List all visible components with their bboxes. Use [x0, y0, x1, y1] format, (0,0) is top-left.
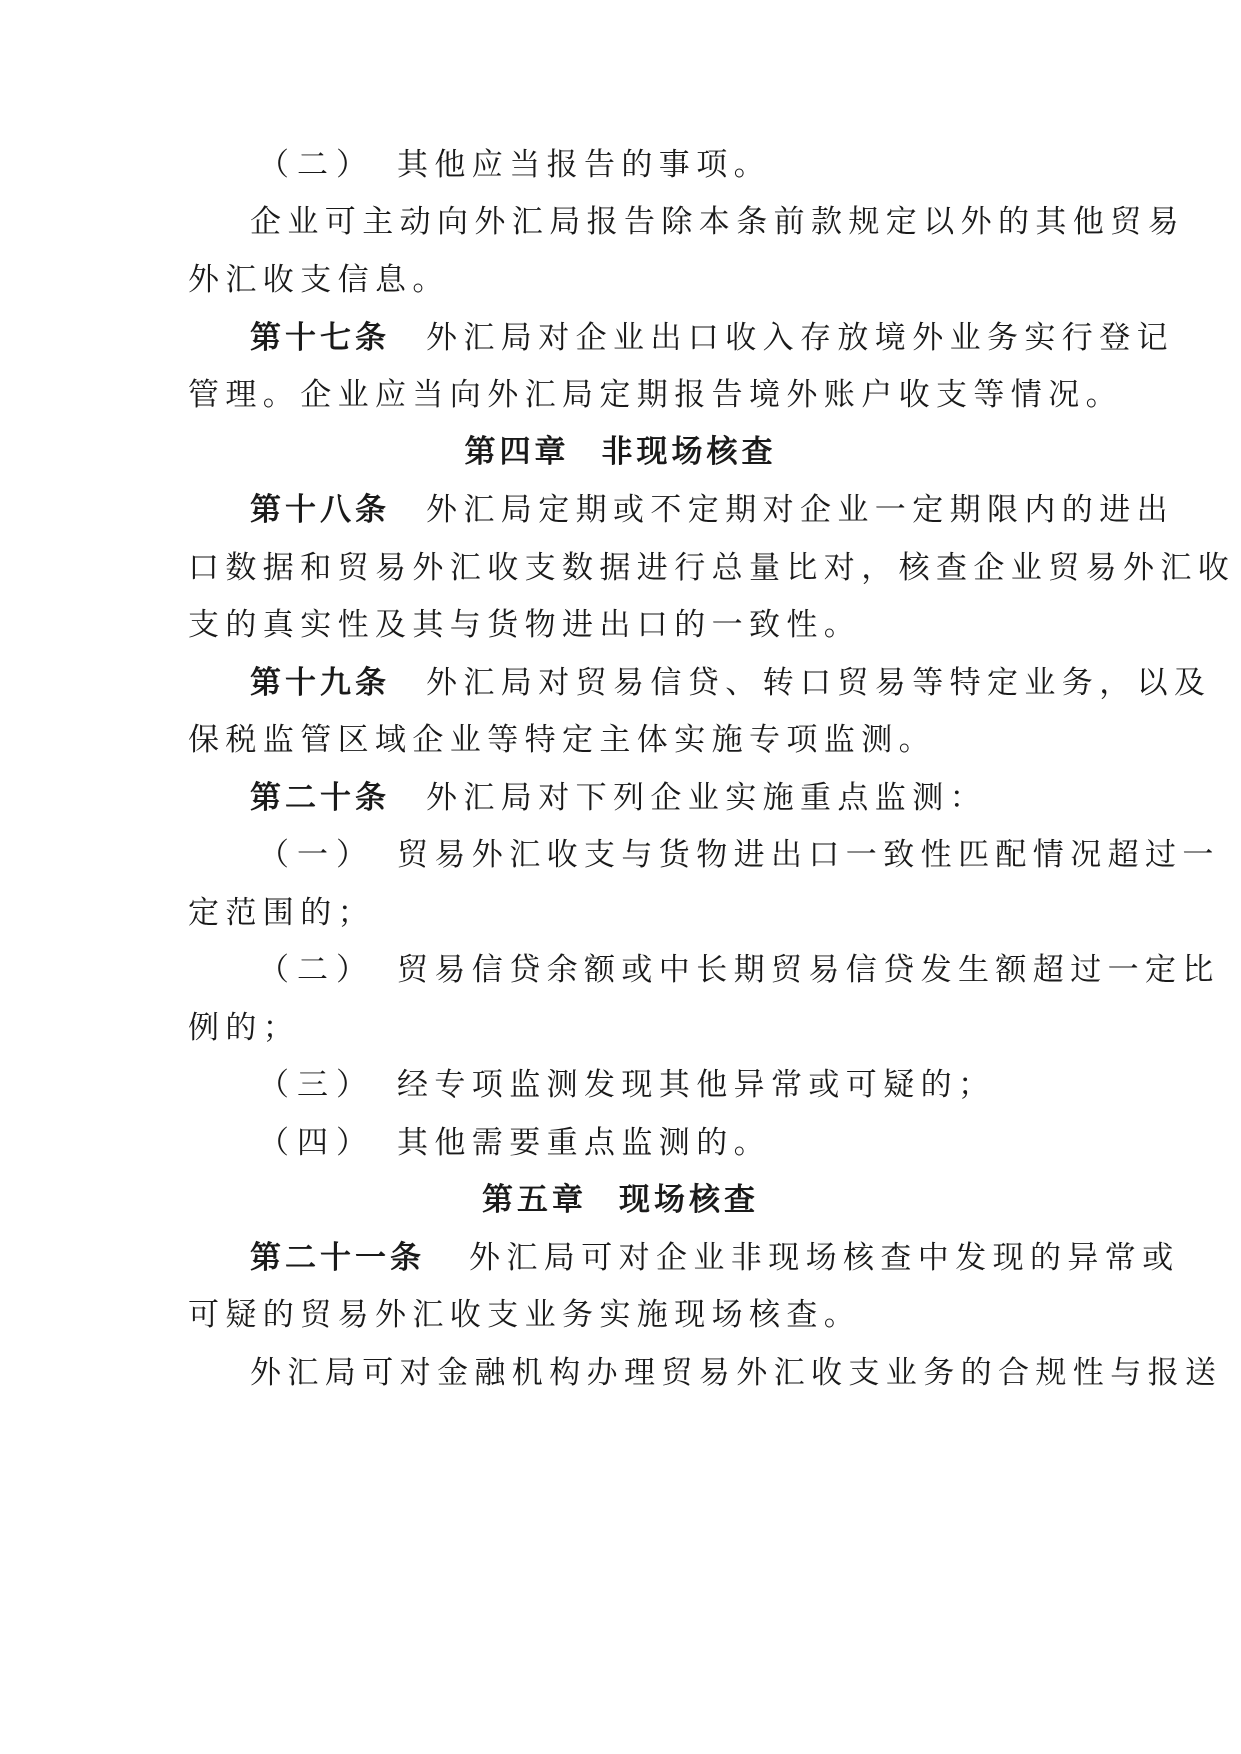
paragraph-text: 外汇局对贸易信贷、转口贸易等特定业务，以及 — [426, 665, 1212, 701]
item-number: （一） — [258, 837, 375, 873]
paragraph-line — [188, 1008, 1068, 1048]
paragraph-text: 经专项监测发现其他异常或可疑的； — [397, 1067, 996, 1103]
list-item — [258, 1123, 1138, 1163]
chapter-title: 现场核查 — [619, 1182, 759, 1218]
paragraph-line — [188, 260, 1068, 300]
paragraph-text: 外汇局定期或不定期对企业一定期限内的进出 — [426, 492, 1174, 528]
paragraph-text: 企业可主动向外汇局报告除本条前款规定以外的其他贸易 — [250, 204, 1185, 240]
chapter-heading — [0, 432, 1241, 472]
paragraph-text: 其他应当报告的事项。 — [397, 147, 771, 183]
paragraph-text: 外汇局对企业出口收入存放境外业务实行登记 — [426, 320, 1174, 356]
paragraph-text: 外汇收支信息。 — [188, 262, 450, 298]
article-number: 第十九条 — [250, 665, 390, 701]
paragraph-text: 外汇局可对企业非现场核查中发现的异常或 — [469, 1240, 1180, 1276]
item-number: （二） — [258, 147, 375, 183]
paragraph-line — [188, 375, 1123, 415]
paragraph-text: 例的； — [188, 1010, 301, 1046]
paragraph-line — [250, 202, 1185, 242]
article-line — [250, 490, 1174, 530]
item-number: （三） — [258, 1067, 375, 1103]
paragraph-text: 保税监管区域企业等特定主体实施专项监测。 — [188, 722, 936, 758]
list-item — [258, 950, 1220, 990]
article-number: 第十七条 — [250, 320, 390, 356]
paragraph-line — [188, 893, 1068, 933]
paragraph-text: 外汇局对下列企业实施重点监测： — [426, 780, 987, 816]
item-number: （四） — [258, 1125, 375, 1161]
chapter-heading — [0, 1180, 1241, 1220]
list-item — [258, 145, 1138, 185]
chapter-number: 第五章 — [482, 1182, 587, 1218]
article-number: 第二十条 — [250, 780, 390, 816]
chapter-number: 第四章 — [464, 434, 570, 470]
paragraph-text: 管理。企业应当向外汇局定期报告境外账户收支等情况。 — [188, 377, 1123, 413]
article-number: 第二十一条 — [250, 1240, 425, 1276]
paragraph-text: 贸易信贷余额或中长期贸易信贷发生额超过一定比 — [397, 952, 1220, 988]
paragraph-text: 口数据和贸易外汇收支数据进行总量比对，核查企业贸易外汇收 — [188, 550, 1236, 586]
paragraph-text: 定范围的； — [188, 895, 375, 931]
paragraph-line — [188, 720, 1068, 760]
paragraph-line — [250, 1353, 1223, 1393]
article-line — [250, 663, 1212, 703]
article-number: 第十八条 — [250, 492, 390, 528]
article-line — [250, 778, 1130, 818]
paragraph-text: 可疑的贸易外汇收支业务实施现场核查。 — [188, 1297, 862, 1333]
article-line — [250, 318, 1174, 358]
paragraph-line — [188, 1295, 1068, 1335]
item-number: （二） — [258, 952, 375, 988]
paragraph-text: 外汇局可对金融机构办理贸易外汇收支业务的合规性与报送 — [250, 1355, 1223, 1391]
list-item — [258, 835, 1220, 875]
paragraph-line — [188, 548, 1236, 588]
paragraph-text: 贸易外汇收支与货物进出口一致性匹配情况超过一 — [397, 837, 1220, 873]
paragraph-text: 其他需要重点监测的。 — [397, 1125, 771, 1161]
chapter-title: 非现场核查 — [601, 434, 777, 470]
list-item — [258, 1065, 1138, 1105]
article-line — [250, 1238, 1180, 1278]
paragraph-text: 支的真实性及其与货物进出口的一致性。 — [188, 607, 862, 643]
paragraph-line — [188, 605, 1068, 645]
